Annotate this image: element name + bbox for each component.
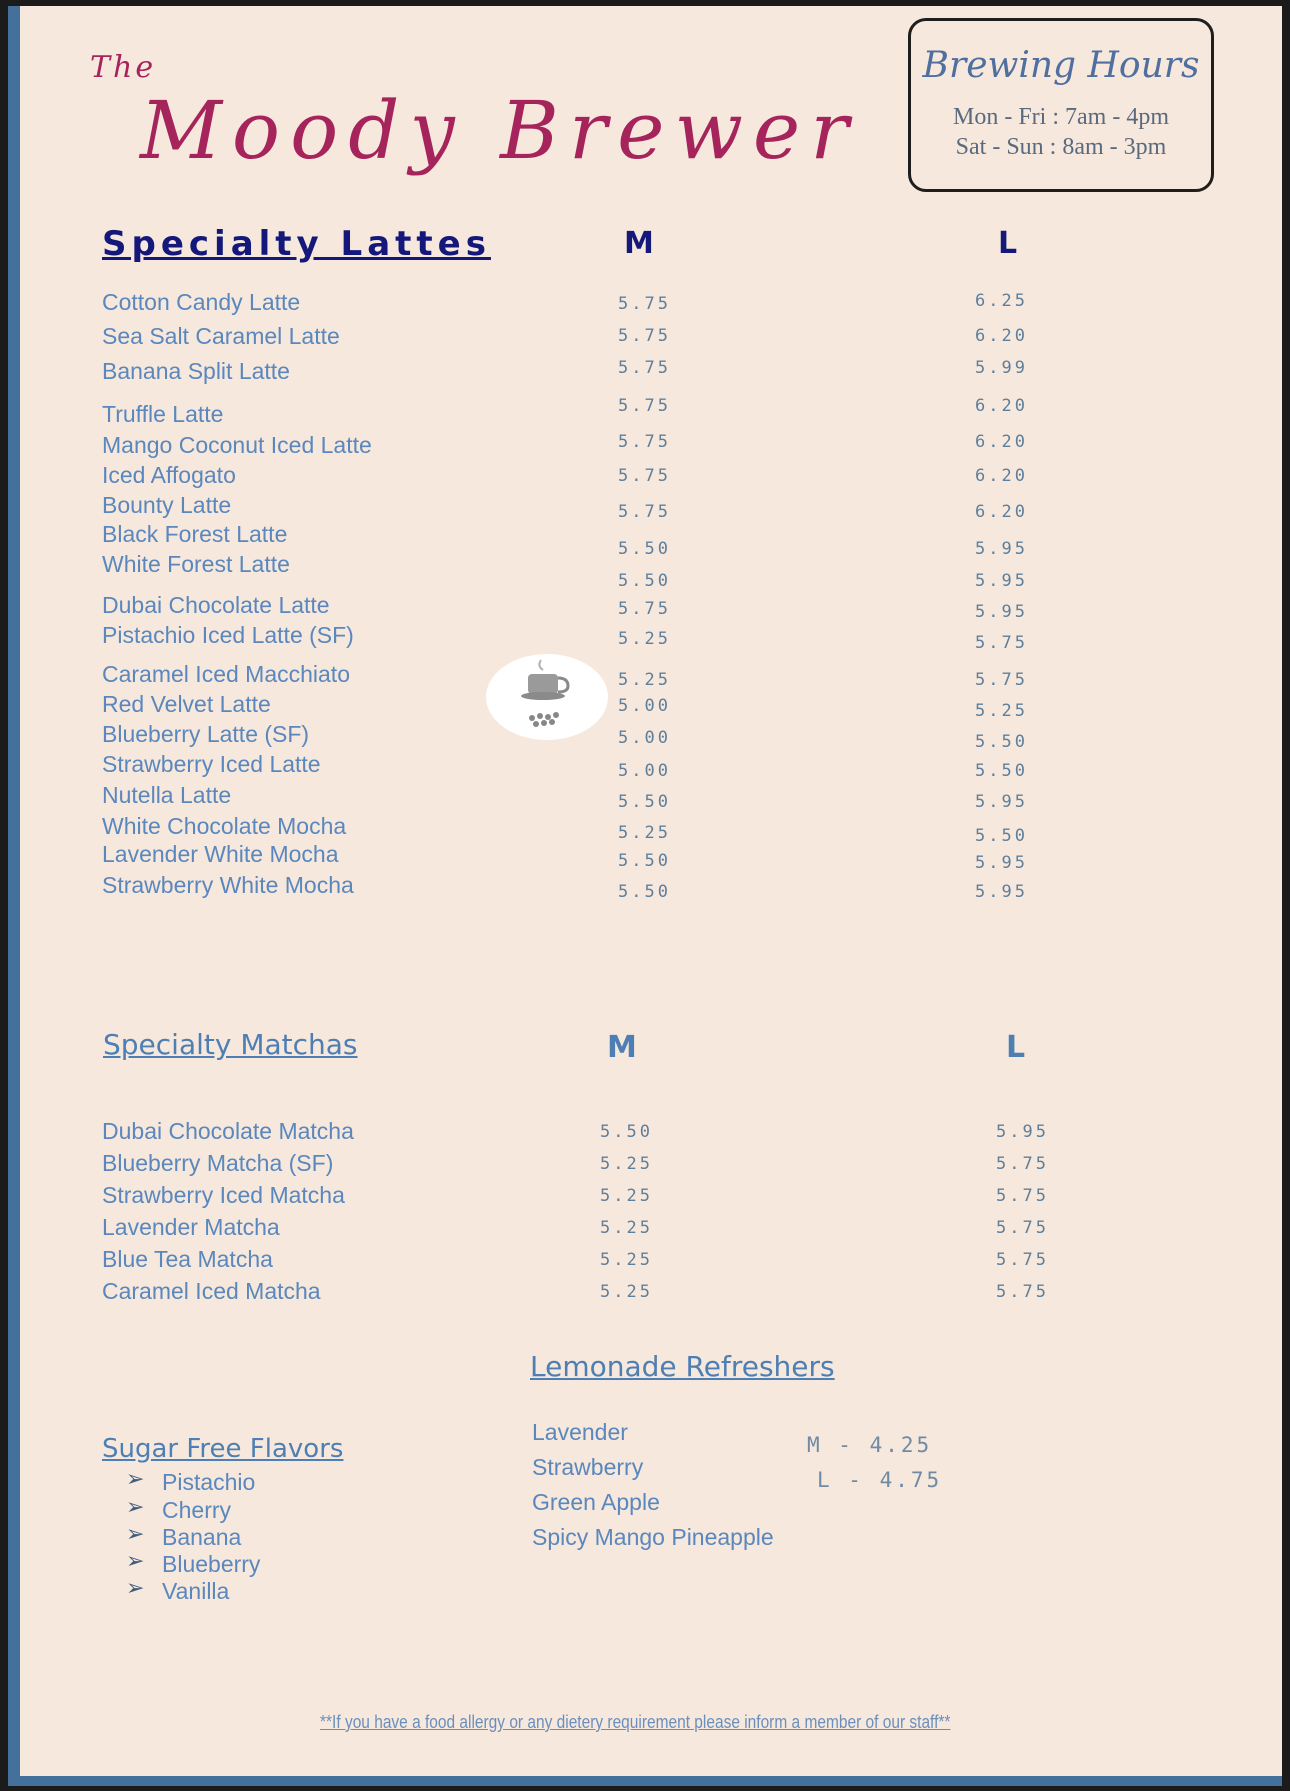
latte-item-name: Banana Split Latte (102, 358, 290, 384)
matcha-price-l: 5.75 (996, 1250, 1049, 1270)
latte-item-name: Black Forest Latte (102, 521, 288, 547)
latte-price-l: 5.95 (975, 792, 1028, 812)
latte-price-l: 6.20 (975, 432, 1028, 452)
hours-weekdays: Mon - Fri : 7am - 4pm (953, 104, 1169, 130)
latte-price-m: 5.75 (618, 358, 671, 378)
latte-price-l: 5.75 (975, 633, 1028, 653)
latte-price-m: 5.50 (618, 792, 671, 812)
latte-price-m: 5.25 (618, 823, 671, 843)
latte-price-l: 5.95 (975, 539, 1028, 559)
matcha-price-l: 5.75 (996, 1282, 1049, 1302)
arrow-bullet-icon: ➢ (126, 1495, 145, 1520)
arrow-bullet-icon: ➢ (126, 1576, 145, 1601)
matcha-price-m: 5.25 (600, 1218, 653, 1238)
menu-page (8, 6, 1282, 1786)
matcha-item-name: Blueberry Matcha (SF) (102, 1150, 334, 1176)
latte-item-name: Pistachio Iced Latte (SF) (102, 622, 354, 648)
latte-price-l: 5.95 (975, 882, 1028, 902)
sugar-free-item: Pistachio (162, 1469, 256, 1495)
latte-price-m: 5.25 (618, 670, 671, 690)
matcha-price-m: 5.25 (600, 1186, 653, 1206)
arrow-bullet-icon: ➢ (126, 1467, 145, 1492)
latte-price-l: 6.20 (975, 502, 1028, 522)
matcha-price-m: 5.25 (600, 1154, 653, 1174)
matcha-item-name: Blue Tea Matcha (102, 1246, 273, 1272)
arrow-bullet-icon: ➢ (126, 1522, 145, 1547)
latte-price-l: 5.99 (975, 358, 1028, 378)
lattes-col-l: L (998, 226, 1018, 261)
latte-price-l: 5.95 (975, 853, 1028, 873)
latte-price-m: 5.50 (618, 571, 671, 591)
latte-price-m: 5.75 (618, 599, 671, 619)
latte-item-name: Truffle Latte (102, 401, 224, 427)
matcha-price-l: 5.95 (996, 1122, 1049, 1142)
matcha-item-name: Dubai Chocolate Matcha (102, 1118, 354, 1144)
hours-weekend: Sat - Sun : 8am - 3pm (955, 134, 1167, 160)
latte-item-name: Nutella Latte (102, 782, 232, 808)
lattes-title: Specialty Lattes (102, 224, 491, 264)
latte-price-m: 5.75 (618, 502, 671, 522)
sugar-free-title: Sugar Free Flavors (102, 1434, 344, 1464)
matcha-price-l: 5.75 (996, 1154, 1049, 1174)
latte-price-m: 5.75 (618, 432, 671, 452)
hours-title: Brewing Hours (922, 45, 1200, 86)
matcha-price-l: 5.75 (996, 1186, 1049, 1206)
latte-item-name: Strawberry White Mocha (102, 872, 354, 898)
matcha-price-m: 5.25 (600, 1282, 653, 1302)
latte-price-m: 5.25 (618, 629, 671, 649)
latte-price-l: 6.20 (975, 396, 1028, 416)
latte-price-m: 5.75 (618, 326, 671, 346)
latte-price-m: 5.50 (618, 851, 671, 871)
brewing-hours-box (908, 18, 1214, 192)
sugar-free-item: Vanilla (162, 1578, 230, 1604)
latte-item-name: Blueberry Latte (SF) (102, 721, 310, 747)
matcha-item-name: Strawberry Iced Matcha (102, 1182, 345, 1208)
latte-price-l: 5.50 (975, 732, 1028, 752)
latte-item-name: Strawberry Iced Latte (102, 751, 321, 777)
latte-price-m: 5.75 (618, 396, 671, 416)
latte-item-name: Dubai Chocolate Latte (102, 592, 330, 618)
brand-name: Moody Brewer (140, 84, 859, 177)
brand-prefix: The (90, 50, 157, 85)
latte-price-m: 5.75 (618, 294, 671, 314)
latte-item-name: Cotton Candy Latte (102, 289, 301, 315)
lemonade-price-m: M - 4.25 (807, 1433, 933, 1457)
matcha-price-l: 5.75 (996, 1218, 1049, 1238)
arrow-bullet-icon: ➢ (126, 1549, 145, 1574)
sugar-free-item: Banana (162, 1524, 242, 1550)
latte-price-l: 5.50 (975, 826, 1028, 846)
sugar-free-item: Cherry (162, 1497, 232, 1523)
latte-price-m: 5.00 (618, 728, 671, 748)
latte-price-l: 6.20 (975, 326, 1028, 346)
matchas-col-l: L (1006, 1030, 1026, 1065)
latte-item-name: Mango Coconut Iced Latte (102, 432, 372, 458)
lemonade-item: Green Apple (532, 1489, 660, 1515)
matcha-item-name: Caramel Iced Matcha (102, 1278, 321, 1304)
matchas-col-m: M (607, 1030, 637, 1065)
lemonade-item: Spicy Mango Pineapple (532, 1524, 774, 1550)
matcha-price-m: 5.25 (600, 1250, 653, 1270)
latte-price-l: 5.75 (975, 670, 1028, 690)
lemonade-price-l: L - 4.75 (817, 1468, 943, 1492)
lattes-col-m: M (624, 226, 654, 261)
matcha-item-name: Lavender Matcha (102, 1214, 280, 1240)
latte-item-name: Sea Salt Caramel Latte (102, 323, 340, 349)
lemonade-item: Lavender (532, 1419, 628, 1445)
latte-item-name: Red Velvet Latte (102, 691, 271, 717)
lemonade-title: Lemonade Refreshers (530, 1350, 835, 1383)
latte-price-l: 5.95 (975, 602, 1028, 622)
latte-price-l: 5.50 (975, 761, 1028, 781)
matchas-title: Specialty Matchas (103, 1028, 358, 1061)
latte-price-l: 5.25 (975, 701, 1028, 721)
sugar-free-item: Blueberry (162, 1551, 261, 1577)
latte-price-m: 5.50 (618, 882, 671, 902)
latte-price-m: 5.75 (618, 466, 671, 486)
latte-item-name: Caramel Iced Macchiato (102, 661, 350, 687)
latte-price-m: 5.50 (618, 539, 671, 559)
latte-item-name: Bounty Latte (102, 492, 232, 518)
latte-item-name: Iced Affogato (102, 462, 236, 488)
latte-price-l: 6.20 (975, 466, 1028, 486)
allergy-note: **If you have a food allergy or any dietery requirement please inform a member of our staff** (320, 1712, 951, 1732)
latte-item-name: Lavender White Mocha (102, 841, 339, 867)
latte-price-l: 5.95 (975, 571, 1028, 591)
matcha-price-m: 5.50 (600, 1122, 653, 1142)
latte-price-m: 5.00 (618, 761, 671, 781)
latte-price-l: 6.25 (975, 291, 1028, 311)
lemonade-item: Strawberry (532, 1454, 644, 1480)
coffee-cup-icon (486, 654, 608, 740)
latte-item-name: White Chocolate Mocha (102, 813, 347, 839)
latte-item-name: White Forest Latte (102, 551, 290, 577)
latte-price-m: 5.00 (618, 696, 671, 716)
